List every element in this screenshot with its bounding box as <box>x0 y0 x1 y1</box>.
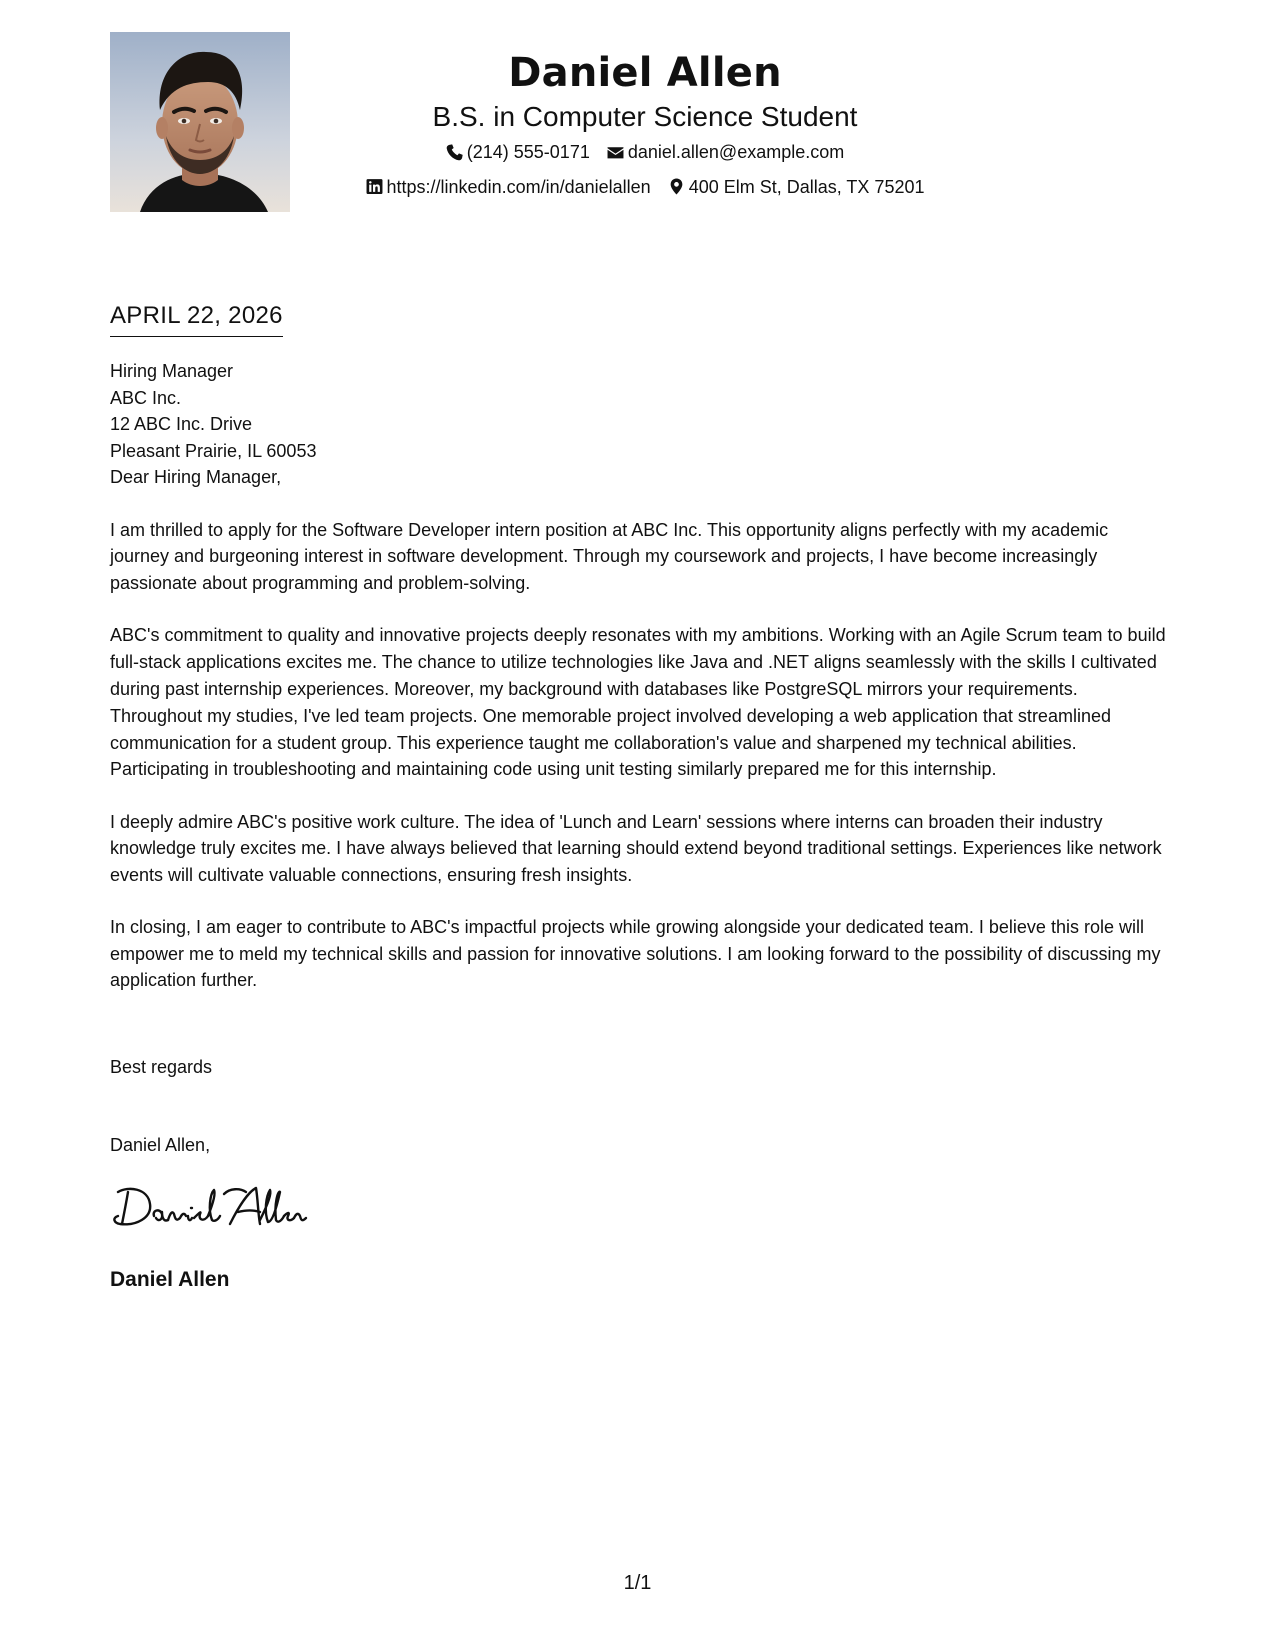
letter-body <box>110 358 1170 994</box>
page-number: 1/1 <box>623 1572 652 1594</box>
contact-email <box>607 140 844 164</box>
recipient-line: Pleasant Prairie, IL 60053 <box>110 440 317 461</box>
paragraph-experience: Throughout my studies, I've led team projects. One memorable project involved developing a web application that streamlined communication for a student group. This experience taught me collaboration's value and sharpened my technical abilities. Participating in troubleshooting and maintaining code using unit testing similarly prepared me for this internship. <box>110 706 1111 779</box>
map-marker-icon <box>668 178 685 195</box>
contact-address <box>668 175 925 199</box>
signed-name: Daniel Allen <box>110 1268 230 1291</box>
letter-date: APRIL 22, 2026 <box>110 300 283 337</box>
applicant-title: B.S. in Computer Science Student <box>432 101 858 132</box>
spacer <box>110 491 1170 517</box>
letter-header <box>330 46 960 201</box>
linkedin-icon <box>366 178 383 195</box>
paragraph-intro: I am thrilled to apply for the Software Developer intern position at ABC Inc. This opportunity aligns perfectly with my academic journey and burgeoning interest in software development. Through my coursework and projects, I have become increasingly passionate about programming and problem-solving. <box>110 519 1109 593</box>
recipient-line: ABC Inc. <box>110 387 182 408</box>
address-text: 400 Elm St, Dallas, TX 75201 <box>688 176 925 197</box>
contact-row-secondary <box>330 175 960 202</box>
applicant-name: Daniel Allen <box>508 50 782 96</box>
contact-row-primary <box>330 140 960 167</box>
recipient-line: Hiring Manager <box>110 361 234 381</box>
closing-phrase: Best regards <box>110 1057 213 1077</box>
phone-text: (214) 555-0171 <box>466 142 590 162</box>
paragraph-closing: In closing, I am eager to contribute to ABC's impactful projects while growing alongside your dedicated team. I believe this role will empower me to meld my technical skills and passion for innovative solutions. I am looking forward to the possibility of discussing my application further. <box>110 917 1161 990</box>
envelope-icon <box>607 144 624 161</box>
recipient-line: 12 ABC Inc. Drive <box>110 414 253 434</box>
linkedin-url[interactable]: https://linkedin.com/in/danielallen <box>386 176 651 197</box>
spacer <box>110 783 1170 809</box>
paragraph-company-fit: ABC's commitment to quality and innovative projects deeply resonates with my ambitions. Working with an Agile Scrum team to build full-stack applications excites me. The chance to utilize technologies like Java and .NET aligns seamlessly with the skills I cultivated during past internship experiences. Moreover, my background with databases like PostgreSQL mirrors your requirements. <box>110 625 1166 699</box>
profile-photo <box>110 32 290 212</box>
recipient-address <box>110 358 1170 491</box>
phone-icon <box>446 144 463 161</box>
closing-name: Daniel Allen, <box>110 1135 211 1155</box>
contact-phone <box>446 140 590 164</box>
handwritten-signature <box>108 1178 318 1234</box>
spacer <box>110 888 1170 914</box>
contact-linkedin <box>366 175 651 199</box>
spacer <box>110 596 1170 622</box>
paragraph-culture: I deeply admire ABC's positive work culture. The idea of 'Lunch and Learn' sessions where interns can broaden their industry knowledge truly excites me. I have always believed that learning should extend beyond traditional settings. Experiences like network events will cultivate valuable connections, ensuring fresh insights. <box>110 811 1162 885</box>
salutation: Dear Hiring Manager, <box>110 467 282 487</box>
email-text: daniel.allen@example.com <box>627 142 845 162</box>
